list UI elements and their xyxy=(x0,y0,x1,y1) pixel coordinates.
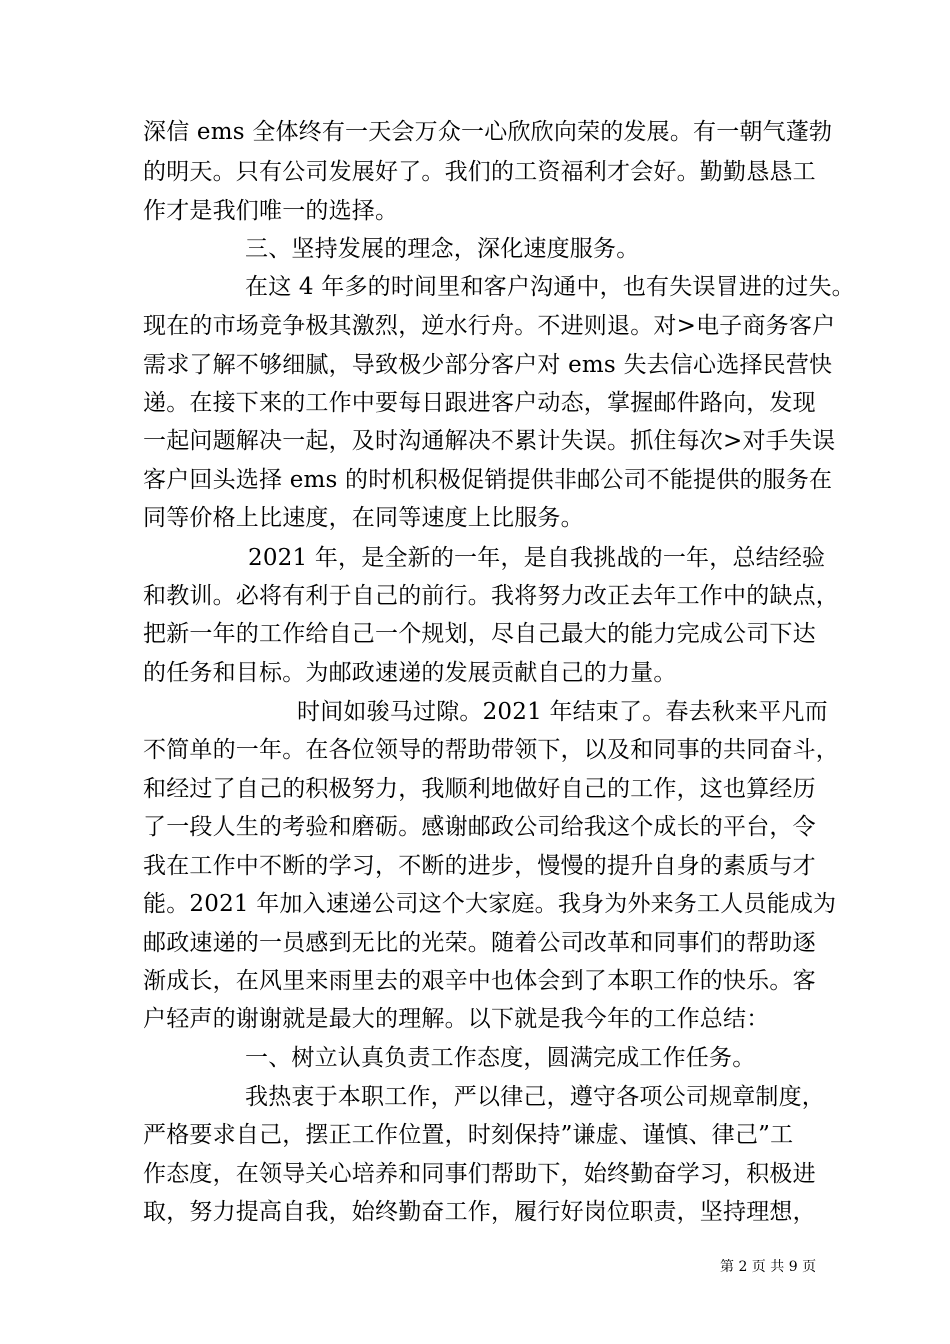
page-number: 第 2 页 共 9 页 xyxy=(720,1259,817,1275)
text-line: 在这 4 年多的时间里和客户沟通中，也有失误冒进的过失。 xyxy=(245,274,855,300)
text-line: 不简单的一年。在各位领导的帮助带领下，以及和同事的共同奋斗， xyxy=(143,737,839,763)
text-line: 现在的市场竞争极其激烈，逆水行舟。不进则退。对>电子商务客户 xyxy=(143,313,836,339)
text-line: 同等价格上比速度，在同等速度上比服务。 xyxy=(143,505,584,531)
text-line: 作才是我们唯一的选择。 xyxy=(143,198,399,224)
text-line: 2021 年，是全新的一年，是自我挑战的一年，总结经验 xyxy=(248,545,826,571)
text-line: 邮政速递的一员感到无比的光荣。随着公司改革和同事们的帮助逐 xyxy=(143,930,816,956)
text-line: 深信 ems 全体终有一天会万众一心欣欣向荣的发展。有一朝气蓬勃 xyxy=(143,119,833,145)
text-line: 一起问题解决一起，及时沟通解决不累计失误。抓住每次>对手失误 xyxy=(143,428,836,454)
text-line: 我热衷于本职工作，严以律己，遵守各项公司规章制度， xyxy=(245,1084,825,1110)
text-line: 的明天。只有公司发展好了。我们的工资福利才会好。勤勤恳恳工 xyxy=(143,159,816,185)
text-line: 的任务和目标。为邮政速递的发展贡献自己的力量。 xyxy=(143,660,677,686)
section-heading: 一、树立认真负责工作态度，圆满完成工作任务。 xyxy=(245,1045,756,1071)
text-line: 能。2021 年加入速递公司这个大家庭。我身为外来务工人员能成为 xyxy=(143,891,837,917)
text-line: 需求了解不够细腻，导致极少部分客户对 ems 失去信心选择民营快 xyxy=(143,352,833,378)
text-line: 作态度，在领导关心培养和同事们帮助下，始终勤奋学习，积极进 xyxy=(143,1161,816,1187)
text-line: 渐成长，在风里来雨里去的艰辛中也体会到了本职工作的快乐。客 xyxy=(143,968,816,994)
text-line: 和经过了自己的积极努力，我顺利地做好自己的工作，这也算经历 xyxy=(143,776,816,802)
text-line: 严格要求自己，摆正工作位置，时刻保持”谦虚、谨慎、律己”工 xyxy=(143,1122,794,1148)
text-line: 时间如骏马过隙。2021 年结束了。春去秋来平凡而 xyxy=(297,699,828,725)
text-line: 户轻声的谢谢就是最大的理解。以下就是我今年的工作总结： xyxy=(143,1006,770,1032)
text-line: 和教训。必将有利于自己的前行。我将努力改正去年工作中的缺点， xyxy=(143,583,839,609)
text-line: 客户回头选择 ems 的时机积极促销提供非邮公司不能提供的服务在 xyxy=(143,467,833,493)
text-line: 把新一年的工作给自己一个规划，尽自己最大的能力完成公司下达 xyxy=(143,621,816,647)
section-heading: 三、坚持发展的理念，深化速度服务。 xyxy=(245,236,640,262)
text-line: 了一段人生的考验和磨砺。感谢邮政公司给我这个成长的平台，令 xyxy=(143,814,816,840)
text-line: 取，努力提高自我，始终勤奋工作，履行好岗位职责，坚持理想， xyxy=(143,1199,816,1225)
text-line: 我在工作中不断的学习，不断的进步，慢慢的提升自身的素质与才 xyxy=(143,853,816,879)
text-line: 递。在接下来的工作中要每日跟进客户动态，掌握邮件路向，发现 xyxy=(143,390,816,416)
